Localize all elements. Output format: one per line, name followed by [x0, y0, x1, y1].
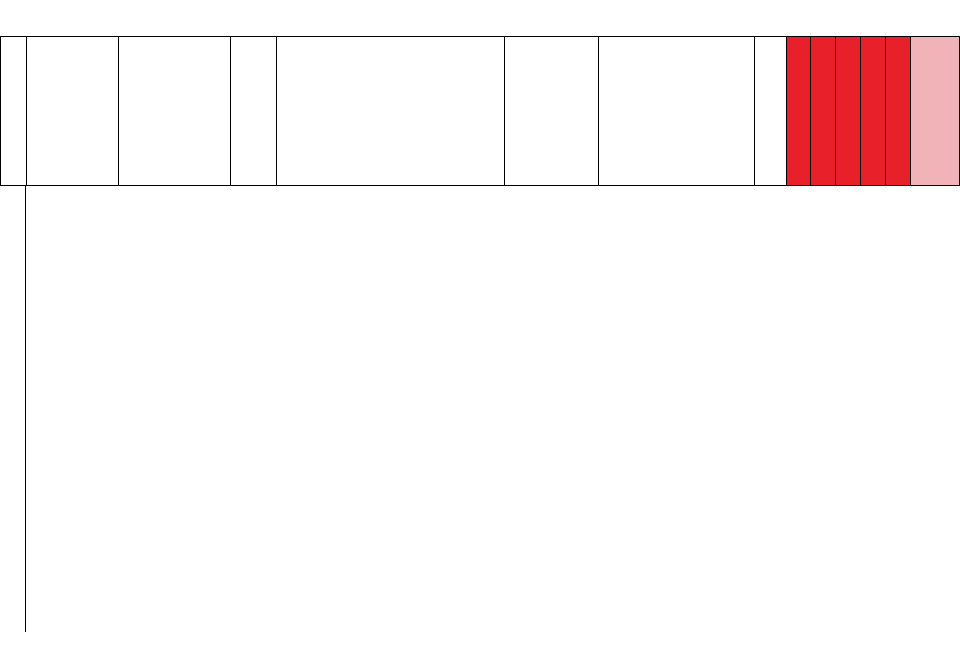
header-wynik-kraju: [910, 36, 960, 186]
header-liczba: [754, 36, 786, 186]
header-nazwa: [276, 36, 504, 186]
header-wynik-gminy: [810, 36, 835, 186]
header-wojewodztwo: [0, 36, 26, 186]
header-wynik-szkoly: [786, 36, 810, 186]
header-gmina: [118, 36, 230, 186]
header-powiat: [26, 36, 118, 186]
header-miejscowosc: [504, 36, 598, 186]
header-typ-gminy: [230, 36, 276, 186]
header-wynik-powiatu: [835, 36, 860, 186]
table-header: [0, 36, 960, 186]
header-wynik-wojewodztwa: [860, 36, 885, 186]
header-wynik-okregu: [885, 36, 910, 186]
header-adres: [598, 36, 754, 186]
